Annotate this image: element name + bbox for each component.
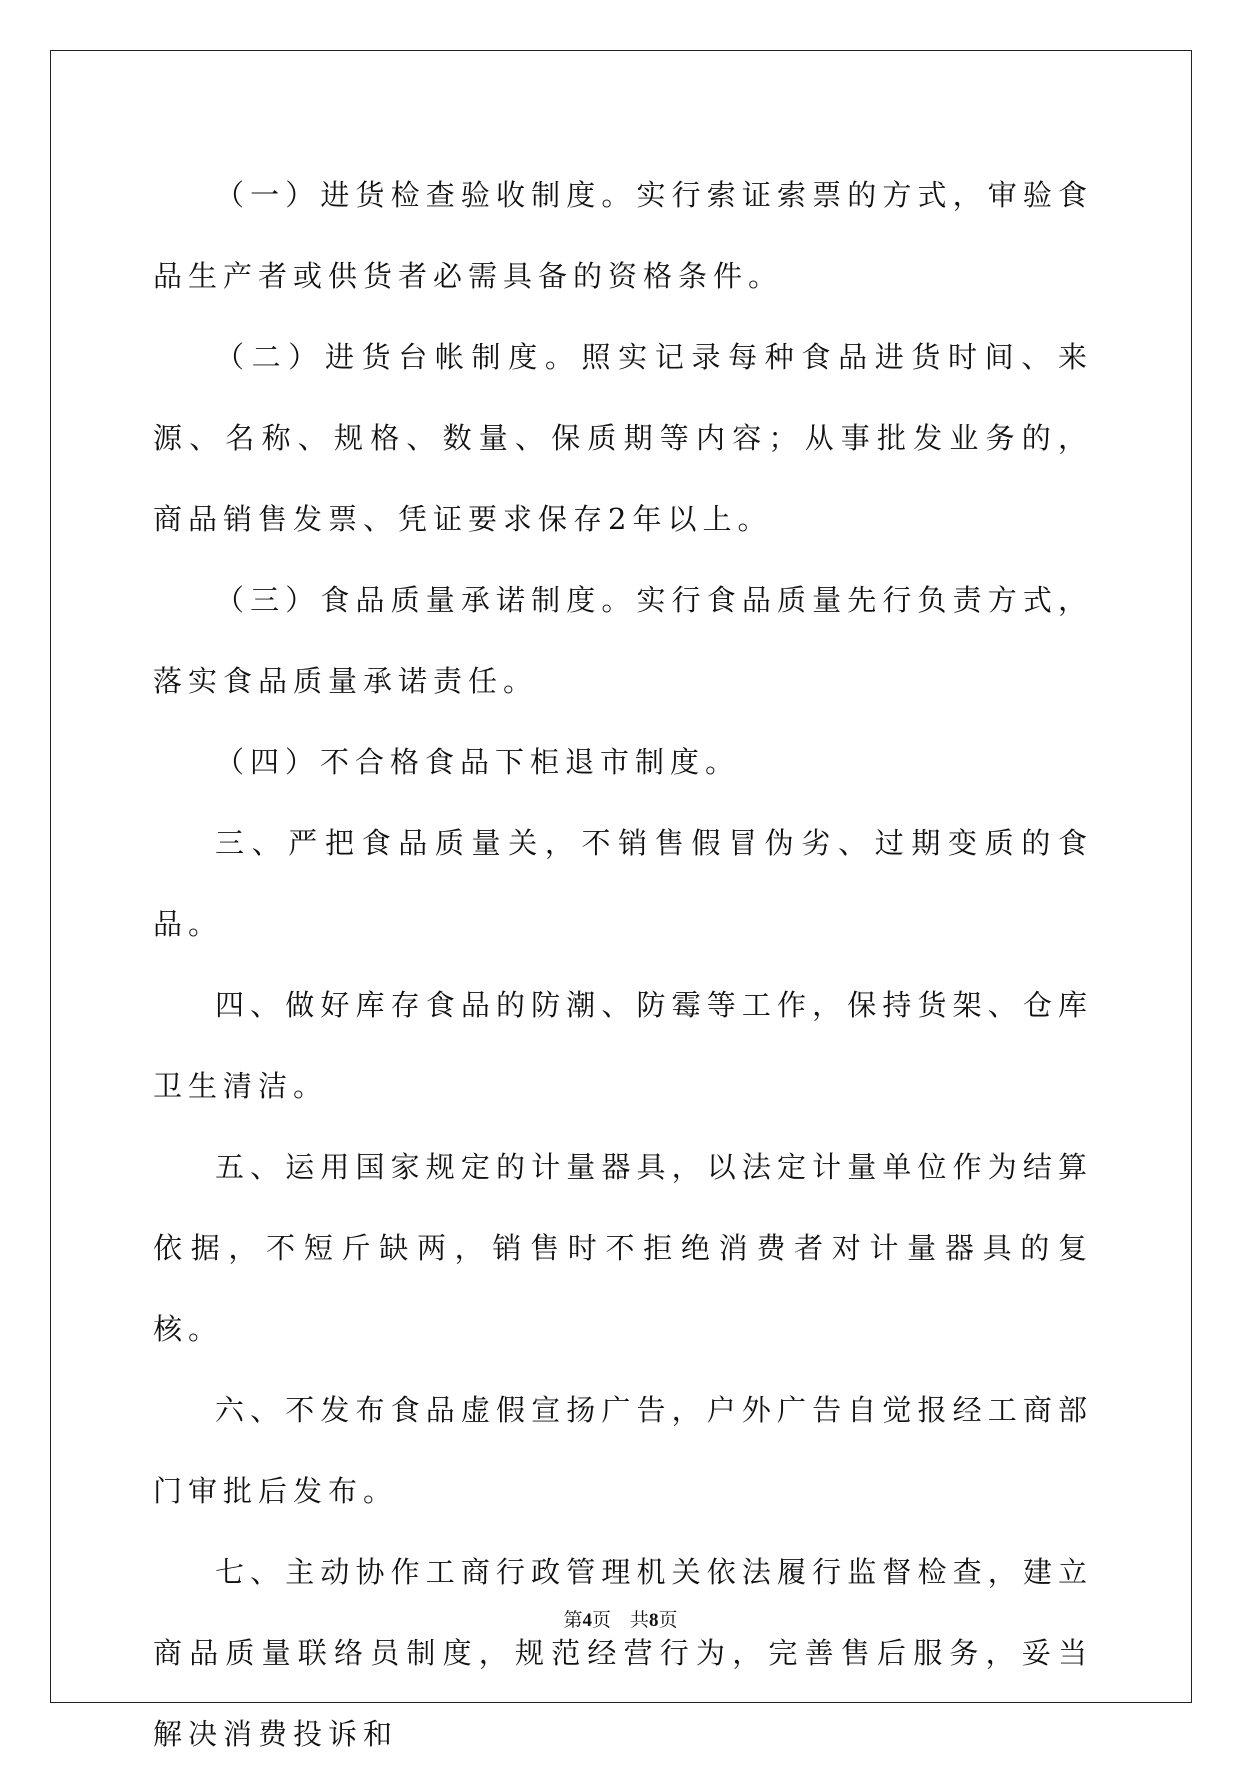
paragraph-6: 四、做好库存食品的防潮、防霉等工作，保持货架、仓库卫生清洁。: [153, 988, 1093, 1103]
footer-page-prefix: 第: [563, 1610, 583, 1631]
paragraph-5: 三、严把食品质量关，不销售假冒伪劣、过期变质的食品。: [153, 826, 1093, 941]
footer-total-prefix: 共: [630, 1610, 650, 1631]
document-body: [153, 155, 1093, 1775]
footer-current-page: 4: [582, 1610, 592, 1631]
footer-page-suffix: 页: [591, 1610, 611, 1631]
footer-total-pages: 8: [649, 1610, 659, 1631]
page-footer: [0, 1605, 1241, 1632]
paragraph-3: （三）食品质量承诺制度。实行食品质量先行负责方式，落实食品质量承诺责任。: [153, 583, 1093, 698]
paragraph-7: 五、运用国家规定的计量器具，以法定计量单位作为结算依据，不短斤缺两，销售时不拒绝消费者对计量器具的复核。: [153, 1150, 1093, 1346]
paragraph-1: （一）进货检查验收制度。实行索证索票的方式，审验食品生产者或供货者必需具备的资格条件。: [153, 178, 1093, 293]
paragraph-2: （二）进货台帐制度。照实记录每种食品进货时间、来源、名称、规格、数量、保质期等内容；从事批发业务的，商品销售发票、凭证要求保存2年以上。: [153, 340, 1093, 536]
paragraph-9: 七、主动协作工商行政管理机关依法履行监督检查，建立商品质量联络员制度，规范经营行为，完善售后服务，妥当解决消费投诉和: [153, 1555, 1093, 1751]
paragraph-8: 六、不发布食品虚假宣扬广告，户外广告自觉报经工商部门审批后发布。: [153, 1393, 1093, 1508]
paragraph-4: （四）不合格食品下柜退市制度。: [215, 745, 741, 779]
footer-total-suffix: 页: [658, 1610, 678, 1631]
